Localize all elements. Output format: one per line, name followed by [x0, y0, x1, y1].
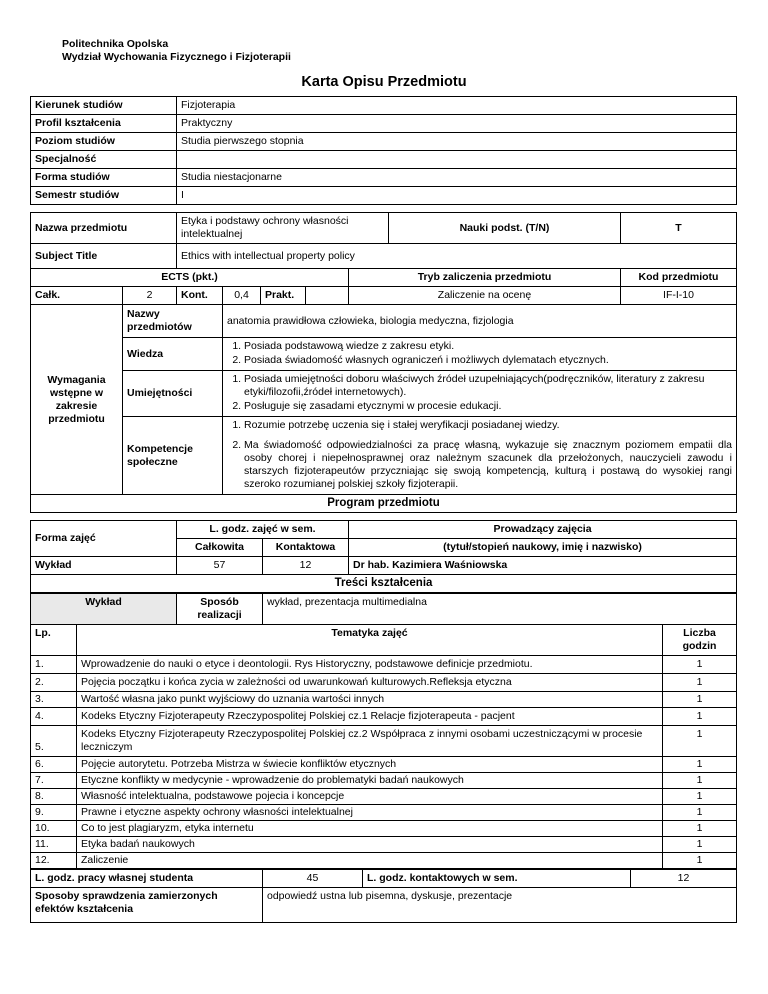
page-title: Karta Opisu Przedmiotu [301, 74, 467, 90]
teacher-sub-label: (tytuł/stopień naukowy, imię i nazwisko) [349, 539, 737, 557]
row-hours: 1 [663, 789, 737, 805]
subject-code-value: IF-I-10 [621, 287, 737, 305]
prerequisites-label: Wymagania wstępne w zakresie przedmiotu [31, 305, 123, 495]
table-row [31, 757, 737, 773]
table-row [31, 575, 737, 593]
prereq-row-value [223, 371, 737, 417]
subject-title-value: Ethics with intellectual property policy [177, 244, 737, 269]
content-form-label: Wykład [31, 594, 177, 625]
table-row [31, 656, 737, 674]
col-header-hours: Liczba godzin [663, 625, 737, 656]
verification-value: odpowiedź ustna lub pisemna, dyskusje, prezentacje [263, 888, 737, 923]
prereq-row-label: Kompetencje społeczne [123, 417, 223, 495]
table-row [31, 151, 737, 169]
table-row [31, 837, 737, 853]
table-row [31, 133, 737, 151]
row-hours: 1 [663, 757, 737, 773]
content-table [30, 593, 737, 869]
basic-science-value: T [621, 213, 737, 244]
list-item: 2. Ma świadomość odpowiedzialności za pracę własną, wykazuje się znacznym poziomem empatii dla osoby chorej i niepełnosprawnej oraz należnym szacunek dla przełożonych, nauczycieli zawodu i starszych fizjoterapeutów przyczniając się swoją kompetencją, kulturą i postawą do wysokiej rangi szeroko rozumianej polskiej szkoły fizjoterapii. [244, 439, 732, 491]
prereq-row-value [223, 338, 737, 371]
pass-mode-label: Tryb zaliczenia przedmiotu [349, 269, 621, 287]
row-hours: 1 [663, 692, 737, 708]
hours-label: L. godz. zajęć w sem. [177, 521, 349, 539]
subject-title-label: Subject Title [31, 244, 177, 269]
row-lp: 10. [31, 821, 77, 837]
table-row [31, 417, 737, 495]
table-row [31, 692, 737, 708]
row-topic: Kodeks Etyczny Fizjoterapeuty Rzeczypospolitej Polskiej cz.1 Relacje fizjoterapeuta - pacjent [77, 708, 663, 726]
pass-mode-value: Zaliczenie na ocenę [349, 287, 621, 305]
col-header-topic: Tematyka zajęć [77, 625, 663, 656]
table-row [31, 495, 737, 513]
prereq-row-label: Nazwy przedmiotów [123, 305, 223, 338]
info-label: Semestr studiów [31, 187, 177, 205]
row-lp: 11. [31, 837, 77, 853]
hours-total-label: Całkowita [177, 539, 263, 557]
row-hours: 1 [663, 656, 737, 674]
row-topic: Pojęcia początku i końca zycia w zależności od uwarunkowań kulturowych.Refleksja etyczna [77, 674, 663, 692]
row-topic: Kodeks Etyczny Fizjoterapeuty Rzeczypospolitej Polskiej cz.2 Współpraca z innymi osobami uczestniczącymi w procesie leczniczym [77, 726, 663, 757]
row-lp: 5. [31, 726, 77, 757]
table-row [31, 287, 737, 305]
list-item: 2. Posiada świadomość własnych ograniczeń i możliwych dylematach etycznych. [244, 354, 732, 367]
info-value: Studia pierwszego stopnia [177, 133, 737, 151]
row-hours: 1 [663, 726, 737, 757]
row-topic: Co to jest plagiaryzm, etyka internetu [77, 821, 663, 837]
row-lp: 2. [31, 674, 77, 692]
row-hours: 1 [663, 805, 737, 821]
row-lp: 6. [31, 757, 77, 773]
study-info-table [30, 96, 737, 205]
row-topic: Zaliczenie [77, 853, 663, 869]
row-lp: 4. [31, 708, 77, 726]
row-lp: 8. [31, 789, 77, 805]
table-row [31, 187, 737, 205]
summary-table [30, 869, 737, 923]
ects-contact-label: Kont. [177, 287, 223, 305]
table-row [31, 115, 737, 133]
table-row [31, 674, 737, 692]
institution-block [62, 38, 738, 64]
prereq-row-value [223, 417, 737, 495]
col-header-lp: Lp. [31, 625, 77, 656]
basic-science-label: Nauki podst. (T/N) [389, 213, 621, 244]
info-value: Studia niestacjonarne [177, 169, 737, 187]
row-topic: Wprowadzenie do nauki o etyce i deontologii. Rys Historyczny, podstawowe definicje przedmiotu. [77, 656, 663, 674]
row-hours: 1 [663, 708, 737, 726]
row-hours: 1 [663, 821, 737, 837]
row-lp: 7. [31, 773, 77, 789]
table-row [31, 557, 737, 575]
table-row [31, 594, 737, 625]
ects-practical-value [306, 287, 349, 305]
subject-name-label: Nazwa przedmiotu [31, 213, 177, 244]
program-section-title: Program przedmiotu [31, 495, 737, 513]
list-item: 1. Posiada umiejętności doboru właściwych źródeł uzupełniających(podręczników, literatury z zakresu etyki/filozofii,źródeł internetowych). [244, 373, 732, 399]
table-row [31, 305, 737, 338]
table-row [31, 625, 737, 656]
table-row [31, 888, 737, 923]
realization-method-value: wykład, prezentacja multimedialna [263, 594, 737, 625]
table-row [31, 169, 737, 187]
table-row [31, 338, 737, 371]
table-row [31, 821, 737, 837]
program-table [30, 520, 737, 593]
info-label: Kierunek studiów [31, 97, 177, 115]
table-row [31, 789, 737, 805]
row-hours: 1 [663, 773, 737, 789]
form-of-classes-label: Forma zajęć [31, 521, 177, 557]
info-label: Poziom studiów [31, 133, 177, 151]
ects-total-label: Całk. [31, 287, 123, 305]
subject-table [30, 212, 737, 513]
row-topic: Prawne i etyczne aspekty ochrony własności intelektualnej [77, 805, 663, 821]
subject-code-label: Kod przedmiotu [621, 269, 737, 287]
table-row [31, 805, 737, 821]
subject-name-value: Etyka i podstawy ochrony własności intelektualnej [177, 213, 389, 244]
table-row [31, 213, 737, 244]
ects-total-value: 2 [123, 287, 177, 305]
program-row-form: Wykład [31, 557, 177, 575]
ects-contact-value: 0,4 [223, 287, 261, 305]
table-row [31, 371, 737, 417]
row-lp: 9. [31, 805, 77, 821]
row-topic: Wartość własna jako punkt wyjściowy do uznania wartości innych [77, 692, 663, 708]
teacher-label: Prowadzący zajęcia [349, 521, 737, 539]
program-row-contact: 12 [263, 557, 349, 575]
program-row-total: 57 [177, 557, 263, 575]
list-item: 1. Posiada podstawową wiedze z zakresu etyki. [244, 340, 732, 353]
spacer [30, 513, 738, 520]
prereq-row-label: Wiedza [123, 338, 223, 371]
row-hours: 1 [663, 837, 737, 853]
hours-contact-label: Kontaktowa [263, 539, 349, 557]
row-topic: Własność intelektualna, podstawowe pojecia i koncepcje [77, 789, 663, 805]
row-lp: 12. [31, 853, 77, 869]
program-row-teacher: Dr hab. Kazimiera Waśniowska [349, 557, 737, 575]
prereq-row-value: anatomia prawidłowa człowieka, biologia medyczna, fizjologia [223, 305, 737, 338]
own-work-hours-value: 45 [263, 870, 363, 888]
content-section-title: Treści kształcenia [31, 575, 737, 593]
realization-method-label: Sposób realizacji [177, 594, 263, 625]
table-row [31, 269, 737, 287]
table-row [31, 870, 737, 888]
university-name: Politechnika Opolska [62, 38, 169, 50]
own-work-hours-label: L. godz. pracy własnej studenta [31, 870, 263, 888]
row-topic: Etyczne konflikty w medycynie - wprowadzenie do problematyki badań naukowych [77, 773, 663, 789]
row-lp: 3. [31, 692, 77, 708]
ects-label: ECTS (pkt.) [31, 269, 349, 287]
ects-practical-label: Prakt. [261, 287, 306, 305]
table-row [31, 244, 737, 269]
table-row [31, 853, 737, 869]
row-topic: Etyka badań naukowych [77, 837, 663, 853]
faculty-name: Wydział Wychowania Fizycznego i Fizjoterapii [62, 51, 291, 63]
info-value: Fizjoterapia [177, 97, 737, 115]
table-row [31, 726, 737, 757]
spacer [30, 205, 738, 212]
info-label: Forma studiów [31, 169, 177, 187]
table-row [31, 773, 737, 789]
info-label: Profil kształcenia [31, 115, 177, 133]
table-row [31, 708, 737, 726]
info-value: Praktyczny [177, 115, 737, 133]
prereq-row-label: Umiejętności [123, 371, 223, 417]
info-value [177, 151, 737, 169]
verification-label: Sposoby sprawdzenia zamierzonych efektów kształcenia [31, 888, 263, 923]
info-label: Specjalność [31, 151, 177, 169]
table-row [31, 97, 737, 115]
row-hours: 1 [663, 674, 737, 692]
table-row [31, 521, 737, 539]
contact-hours-label: L. godz. kontaktowych w sem. [363, 870, 631, 888]
list-item: 2. Posługuje się zasadami etycznymi w procesie edukacji. [244, 400, 732, 413]
info-value: I [177, 187, 737, 205]
contact-hours-value: 12 [631, 870, 737, 888]
list-item: 1. Rozumie potrzebę uczenia się i stałej weryfikacji posiadanej wiedzy. [244, 419, 732, 432]
row-topic: Pojęcie autorytetu. Potrzeba Mistrza w świecie konfliktów etycznych [77, 757, 663, 773]
row-lp: 1. [31, 656, 77, 674]
row-hours: 1 [663, 853, 737, 869]
